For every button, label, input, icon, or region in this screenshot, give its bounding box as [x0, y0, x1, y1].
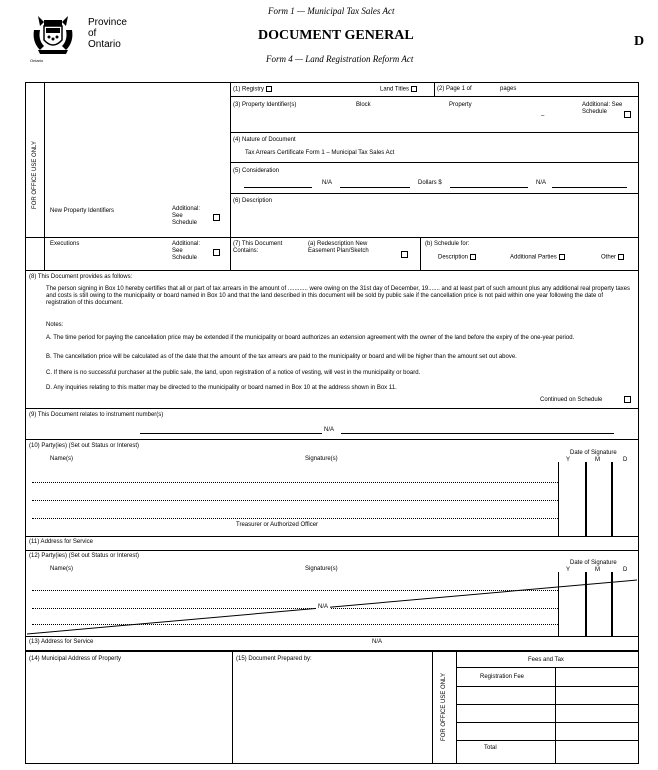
- box10-m: M: [595, 457, 600, 463]
- box7-label: (7) This Document Contains:: [233, 241, 283, 254]
- schedule-other: Other: [601, 254, 624, 262]
- box10-label: (10) Party(ies) (Set out Status or Interest): [29, 443, 140, 449]
- box4-label: (4) Nature of Document: [233, 137, 296, 143]
- box10-names: Name(s): [50, 456, 74, 462]
- land-titles-checkbox[interactable]: [411, 86, 417, 92]
- ontario-crest-logo: [30, 12, 76, 58]
- box8-label: (8) This Document provides as follows:: [29, 274, 133, 280]
- office-use-label-top: FOR OFFICE USE ONLY: [32, 141, 38, 209]
- block-label: Block: [356, 102, 371, 108]
- province-label: Province: [88, 17, 127, 28]
- box12-na: N/A: [318, 604, 329, 610]
- note-b: B. The cancellation price will be calculated as of the date that the amount of the tax arrears are paid to the municipality or board and will be higher than the amount set out above.: [46, 354, 517, 360]
- box10-signature: Signature(s): [305, 456, 338, 462]
- left-additional-1: Additional: See Schedule: [172, 206, 201, 226]
- new-property-label: New Property Identifiers: [50, 208, 115, 214]
- box4-value: Tax Arrears Certificate Form 1 – Municipal Tax Sales Act: [245, 150, 395, 156]
- box12-date-sig: Date of Signature: [570, 560, 617, 566]
- box12-signature: Signature(s): [305, 566, 338, 572]
- box12-m: M: [595, 567, 600, 573]
- box13-label: (13) Address for Service: [29, 639, 94, 645]
- box5-label: (5) Consideration: [233, 168, 280, 174]
- notes-label: Notes:: [46, 322, 64, 328]
- box7-b: (b) Schedule for:: [425, 241, 470, 247]
- box12-d: D: [623, 567, 628, 573]
- pages-label: pages: [500, 86, 517, 92]
- doc-title: DOCUMENT GENERAL: [258, 28, 414, 43]
- box3-schedule-checkbox[interactable]: [624, 111, 631, 118]
- consideration-na-2: N/A: [536, 180, 547, 186]
- box12-names: Name(s): [50, 566, 74, 572]
- continued-on-schedule: Continued on Schedule: [540, 397, 603, 403]
- property-label: Property: [449, 102, 472, 108]
- land-titles-label: Land Titles: [380, 86, 417, 94]
- note-c: C. If there is no successful purchaser at the public sale, the land, upon registration of a notice of vesting, will vest in the municipality or board.: [46, 370, 421, 376]
- schedule-additional-parties: Additional Parties: [510, 254, 565, 262]
- dollars-label: Dollars $: [418, 180, 442, 186]
- box7-a: (a) Redescription New Easement Plan/Sketch: [308, 241, 369, 254]
- ontario-label: Ontario: [88, 39, 121, 50]
- schedule-description: Description: [438, 254, 476, 262]
- box11-label: (11) Address for Service: [29, 539, 93, 545]
- registry-checkbox[interactable]: [266, 86, 272, 92]
- registration-fee-label: Registration Fee: [480, 674, 525, 680]
- form4-title: Form 4 — Land Registration Reform Act: [266, 54, 414, 64]
- box13-na: N/A: [372, 639, 383, 645]
- box3-additional: Additional: See Schedule: [582, 102, 623, 115]
- box12-strike-line: [25, 550, 639, 636]
- additional-parties-checkbox[interactable]: [559, 254, 565, 260]
- description-checkbox[interactable]: [470, 254, 476, 260]
- corner-letter: D: [634, 34, 645, 49]
- box14-label: (14) Municipal Address of Property: [29, 656, 122, 662]
- dash: –: [541, 113, 545, 119]
- office-use-label-bottom: FOR OFFICE USE ONLY: [441, 673, 447, 741]
- left-additional-2: Additional: See Schedule: [172, 241, 201, 261]
- continued-checkbox[interactable]: [624, 396, 631, 403]
- box10-d: D: [623, 457, 628, 463]
- crest-caption: Ontario: [30, 58, 44, 63]
- fees-title: Fees and Tax: [528, 657, 564, 663]
- box2-label: (2) Page 1 of: [437, 86, 472, 92]
- left-schedule-checkbox-2[interactable]: [213, 249, 220, 256]
- consideration-na-1: N/A: [322, 180, 333, 186]
- box9-label: (9) This Document relates to instrument number(s): [29, 412, 164, 418]
- other-checkbox[interactable]: [618, 254, 624, 260]
- box6-label: (6) Description: [233, 198, 273, 204]
- note-a: A. The time period for paying the cancellation price may be extended if the municipality or board authorizes an extension agreement with the owner of the land before the expiry of the one-year period.: [46, 335, 575, 341]
- treasurer-label: Treasurer or Authorized Officer: [236, 522, 319, 528]
- of-label: of: [88, 28, 97, 39]
- box10-date-sig: Date of Signature: [570, 450, 617, 456]
- form1-title: Form 1 — Municipal Tax Sales Act: [268, 6, 395, 16]
- box3-label: (3) Property Identifier(s): [233, 102, 297, 108]
- executions-label: Executions: [50, 241, 80, 247]
- box10-y: Y: [566, 457, 571, 463]
- box8-paragraph: The person signing in Box 10 hereby certifies that all or part of tax arrears in the amount of ............ were owing on the 31st day of December, 19....... and at least part of such amount plus any additional real property taxes and costs is still owing to the municipality or board named in Box 10 and that the land described in this document will be sold by public sale if the cancellation price is not paid within one year following the date of registration of this document.: [46, 286, 630, 306]
- box9-na: N/A: [324, 427, 335, 433]
- total-label: Total: [484, 745, 497, 751]
- box7-a-checkbox[interactable]: [401, 251, 408, 258]
- left-schedule-checkbox-1[interactable]: [213, 214, 220, 221]
- box12-y: Y: [566, 567, 571, 573]
- box1-label: (1) Registry: [233, 86, 272, 94]
- note-d: D. Any inquiries relating to this matter may be directed to the municipality or board named in Box 10 at the address shown in Box 11.: [46, 385, 397, 391]
- box15-label: (15) Document Prepared by:: [236, 656, 312, 662]
- box12-label: (12) Party(ies) (Set out Status or Interest): [29, 553, 140, 559]
